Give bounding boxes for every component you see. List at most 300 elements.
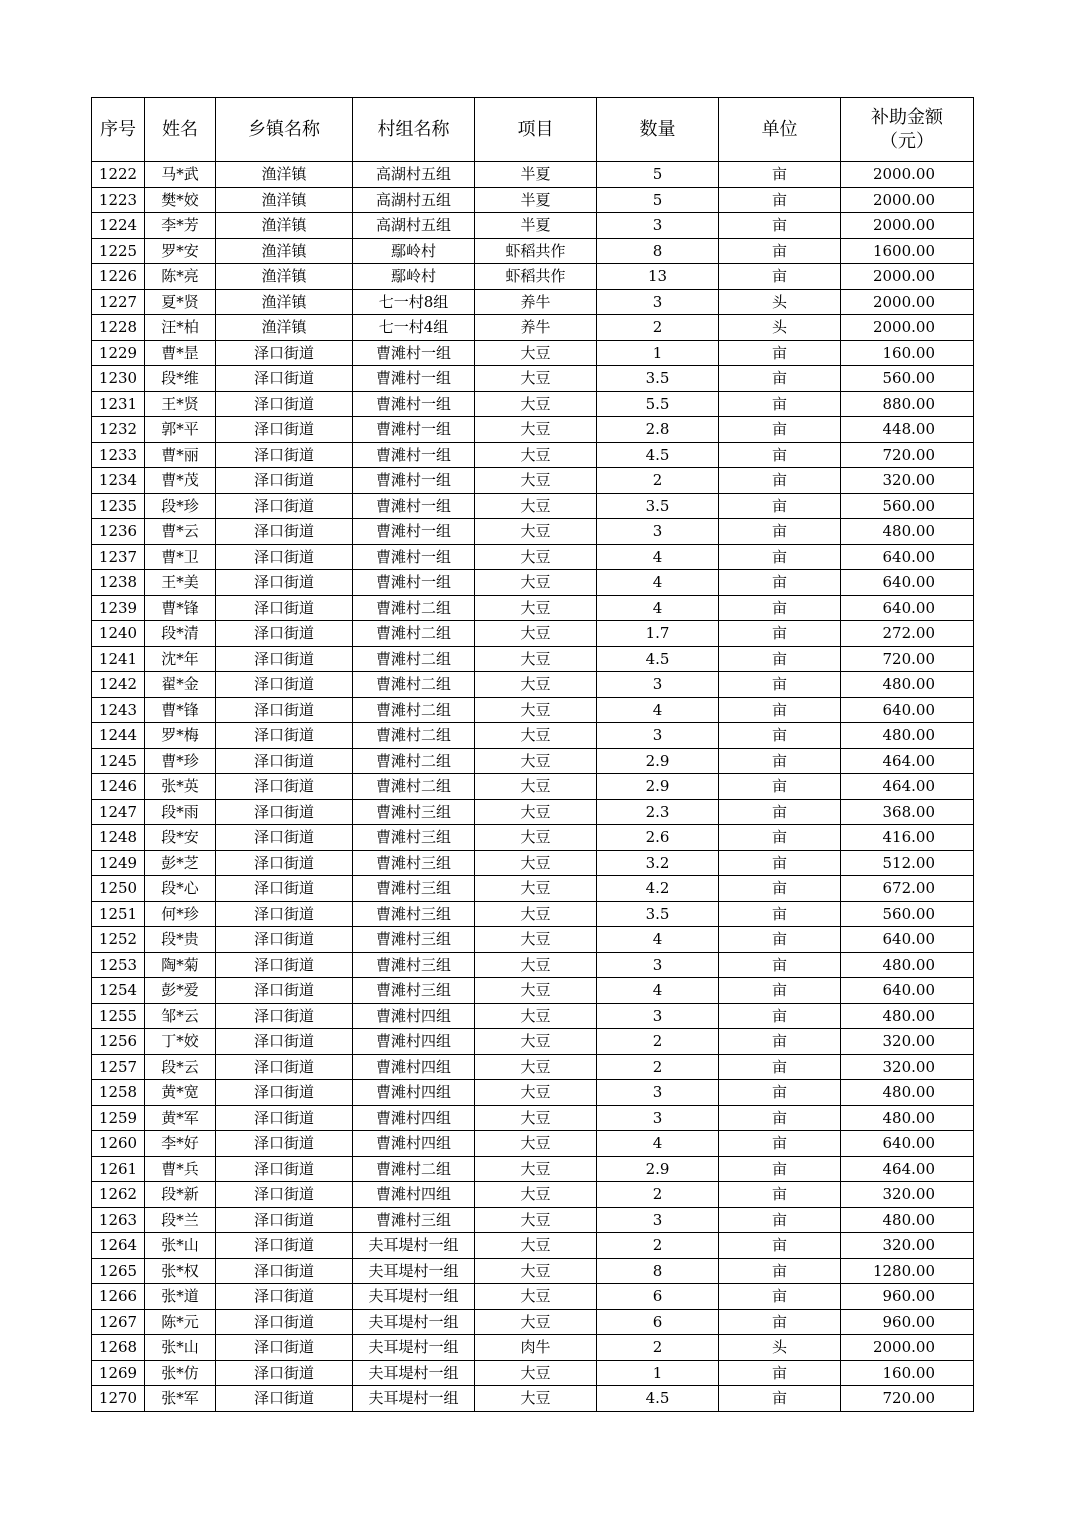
table-row	[92, 519, 974, 545]
cell-serial: 1247	[92, 799, 145, 825]
cell-quantity: 4	[597, 544, 719, 570]
table-body	[92, 162, 974, 1412]
table-row	[92, 264, 974, 290]
cell-village: 高湖村五组	[353, 162, 475, 188]
table-row	[92, 1207, 974, 1233]
cell-unit: 亩	[719, 162, 841, 188]
header-quantity: 数量	[597, 98, 719, 162]
cell-amount: 2000.00	[841, 264, 974, 290]
cell-name: 曹*锋	[145, 595, 216, 621]
cell-name: 张*山	[145, 1335, 216, 1361]
table-row	[92, 544, 974, 570]
cell-unit: 亩	[719, 544, 841, 570]
cell-project: 大豆	[475, 1054, 597, 1080]
cell-project: 大豆	[475, 672, 597, 698]
cell-name: 翟*金	[145, 672, 216, 698]
cell-serial: 1251	[92, 901, 145, 927]
cell-village: 高湖村五组	[353, 213, 475, 239]
cell-town: 渔洋镇	[216, 289, 353, 315]
cell-village: 曹滩村二组	[353, 723, 475, 749]
cell-name: 曹*丽	[145, 442, 216, 468]
table-row	[92, 417, 974, 443]
cell-village: 鄢岭村	[353, 264, 475, 290]
cell-unit: 亩	[719, 723, 841, 749]
cell-name: 罗*梅	[145, 723, 216, 749]
cell-quantity: 3	[597, 1207, 719, 1233]
cell-unit: 亩	[719, 340, 841, 366]
cell-quantity: 4	[597, 927, 719, 953]
table-header	[92, 98, 974, 162]
cell-project: 虾稻共作	[475, 264, 597, 290]
cell-town: 泽口街道	[216, 519, 353, 545]
table-row	[92, 1080, 974, 1106]
cell-amount: 512.00	[841, 850, 974, 876]
cell-project: 大豆	[475, 493, 597, 519]
cell-amount: 2000.00	[841, 289, 974, 315]
cell-project: 大豆	[475, 1003, 597, 1029]
cell-unit: 亩	[719, 1386, 841, 1412]
cell-unit: 亩	[719, 366, 841, 392]
cell-village: 曹滩村四组	[353, 1003, 475, 1029]
table-row	[92, 774, 974, 800]
cell-village: 曹滩村四组	[353, 1105, 475, 1131]
cell-amount: 640.00	[841, 570, 974, 596]
cell-quantity: 4	[597, 978, 719, 1004]
cell-town: 泽口街道	[216, 672, 353, 698]
cell-village: 曹滩村四组	[353, 1080, 475, 1106]
cell-name: 彭*爱	[145, 978, 216, 1004]
cell-village: 曹滩村二组	[353, 595, 475, 621]
cell-quantity: 2	[597, 1335, 719, 1361]
cell-unit: 亩	[719, 595, 841, 621]
cell-serial: 1257	[92, 1054, 145, 1080]
cell-unit: 亩	[719, 1309, 841, 1335]
cell-village: 曹滩村三组	[353, 825, 475, 851]
cell-project: 大豆	[475, 825, 597, 851]
cell-name: 曹*兵	[145, 1156, 216, 1182]
cell-unit: 头	[719, 289, 841, 315]
cell-serial: 1235	[92, 493, 145, 519]
cell-village: 曹滩村三组	[353, 850, 475, 876]
header-row	[92, 98, 974, 162]
cell-amount: 320.00	[841, 1029, 974, 1055]
cell-quantity: 4	[597, 697, 719, 723]
cell-quantity: 3	[597, 723, 719, 749]
cell-name: 樊*姣	[145, 187, 216, 213]
cell-quantity: 5	[597, 187, 719, 213]
cell-serial: 1270	[92, 1386, 145, 1412]
cell-project: 大豆	[475, 468, 597, 494]
cell-name: 张*仿	[145, 1360, 216, 1386]
cell-name: 郭*平	[145, 417, 216, 443]
cell-quantity: 2	[597, 468, 719, 494]
cell-quantity: 6	[597, 1284, 719, 1310]
cell-project: 大豆	[475, 391, 597, 417]
cell-project: 大豆	[475, 544, 597, 570]
cell-name: 邹*云	[145, 1003, 216, 1029]
cell-village: 七一村4组	[353, 315, 475, 341]
cell-unit: 亩	[719, 1080, 841, 1106]
table-row	[92, 340, 974, 366]
cell-town: 泽口街道	[216, 1309, 353, 1335]
cell-town: 泽口街道	[216, 595, 353, 621]
cell-unit: 亩	[719, 774, 841, 800]
table-row	[92, 621, 974, 647]
cell-village: 曹滩村三组	[353, 876, 475, 902]
cell-quantity: 2	[597, 1029, 719, 1055]
table-row	[92, 1131, 974, 1157]
cell-project: 大豆	[475, 1105, 597, 1131]
cell-quantity: 13	[597, 264, 719, 290]
table-row	[92, 238, 974, 264]
cell-town: 泽口街道	[216, 1182, 353, 1208]
cell-serial: 1242	[92, 672, 145, 698]
cell-town: 泽口街道	[216, 442, 353, 468]
cell-unit: 亩	[719, 825, 841, 851]
cell-project: 大豆	[475, 927, 597, 953]
cell-village: 曹滩村二组	[353, 646, 475, 672]
cell-town: 泽口街道	[216, 646, 353, 672]
table-row	[92, 901, 974, 927]
cell-project: 大豆	[475, 646, 597, 672]
cell-serial: 1244	[92, 723, 145, 749]
cell-name: 段*新	[145, 1182, 216, 1208]
cell-project: 半夏	[475, 187, 597, 213]
cell-town: 渔洋镇	[216, 264, 353, 290]
cell-amount: 480.00	[841, 1080, 974, 1106]
cell-quantity: 2	[597, 1054, 719, 1080]
cell-serial: 1236	[92, 519, 145, 545]
cell-quantity: 3	[597, 213, 719, 239]
cell-unit: 亩	[719, 1182, 841, 1208]
cell-serial: 1229	[92, 340, 145, 366]
cell-project: 大豆	[475, 1258, 597, 1284]
cell-project: 大豆	[475, 723, 597, 749]
cell-town: 泽口街道	[216, 952, 353, 978]
cell-town: 泽口街道	[216, 927, 353, 953]
cell-quantity: 2.9	[597, 1156, 719, 1182]
cell-serial: 1237	[92, 544, 145, 570]
table-row	[92, 1284, 974, 1310]
cell-town: 渔洋镇	[216, 213, 353, 239]
cell-village: 曹滩村一组	[353, 468, 475, 494]
table-row	[92, 366, 974, 392]
cell-town: 泽口街道	[216, 697, 353, 723]
cell-serial: 1243	[92, 697, 145, 723]
cell-name: 段*雨	[145, 799, 216, 825]
cell-serial: 1258	[92, 1080, 145, 1106]
cell-town: 泽口街道	[216, 1335, 353, 1361]
cell-amount: 416.00	[841, 825, 974, 851]
table-row	[92, 289, 974, 315]
table-row	[92, 978, 974, 1004]
cell-unit: 亩	[719, 570, 841, 596]
cell-quantity: 2.9	[597, 748, 719, 774]
cell-village: 曹滩村一组	[353, 570, 475, 596]
cell-project: 虾稻共作	[475, 238, 597, 264]
cell-amount: 480.00	[841, 952, 974, 978]
cell-serial: 1261	[92, 1156, 145, 1182]
cell-quantity: 2.3	[597, 799, 719, 825]
cell-quantity: 3.5	[597, 366, 719, 392]
cell-project: 大豆	[475, 876, 597, 902]
cell-serial: 1250	[92, 876, 145, 902]
cell-name: 彭*芝	[145, 850, 216, 876]
cell-quantity: 2	[597, 1182, 719, 1208]
cell-name: 段*云	[145, 1054, 216, 1080]
cell-unit: 亩	[719, 621, 841, 647]
table-row	[92, 825, 974, 851]
cell-amount: 2000.00	[841, 315, 974, 341]
cell-village: 曹滩村一组	[353, 366, 475, 392]
cell-village: 曹滩村三组	[353, 901, 475, 927]
header-unit: 单位	[719, 98, 841, 162]
table-row	[92, 1156, 974, 1182]
cell-name: 何*珍	[145, 901, 216, 927]
cell-quantity: 6	[597, 1309, 719, 1335]
cell-project: 大豆	[475, 774, 597, 800]
cell-town: 泽口街道	[216, 825, 353, 851]
cell-village: 曹滩村四组	[353, 1131, 475, 1157]
cell-town: 泽口街道	[216, 570, 353, 596]
cell-unit: 亩	[719, 672, 841, 698]
table-row	[92, 391, 974, 417]
cell-name: 段*兰	[145, 1207, 216, 1233]
cell-town: 渔洋镇	[216, 187, 353, 213]
cell-unit: 亩	[719, 1284, 841, 1310]
cell-unit: 亩	[719, 1003, 841, 1029]
cell-amount: 1280.00	[841, 1258, 974, 1284]
cell-name: 李*好	[145, 1131, 216, 1157]
cell-serial: 1262	[92, 1182, 145, 1208]
cell-town: 泽口街道	[216, 1360, 353, 1386]
table-row	[92, 1335, 974, 1361]
cell-village: 曹滩村一组	[353, 417, 475, 443]
table-row	[92, 646, 974, 672]
cell-amount: 464.00	[841, 774, 974, 800]
cell-amount: 480.00	[841, 1207, 974, 1233]
cell-amount: 640.00	[841, 927, 974, 953]
cell-town: 泽口街道	[216, 544, 353, 570]
header-serial: 序号	[92, 98, 145, 162]
cell-town: 渔洋镇	[216, 162, 353, 188]
cell-unit: 亩	[719, 391, 841, 417]
cell-village: 曹滩村三组	[353, 927, 475, 953]
cell-unit: 亩	[719, 850, 841, 876]
cell-name: 段*清	[145, 621, 216, 647]
cell-name: 曹*珍	[145, 748, 216, 774]
cell-name: 段*安	[145, 825, 216, 851]
cell-name: 曹*卫	[145, 544, 216, 570]
cell-village: 高湖村五组	[353, 187, 475, 213]
cell-unit: 亩	[719, 1054, 841, 1080]
cell-serial: 1228	[92, 315, 145, 341]
cell-unit: 亩	[719, 952, 841, 978]
cell-village: 曹滩村一组	[353, 442, 475, 468]
cell-quantity: 5.5	[597, 391, 719, 417]
cell-quantity: 3	[597, 519, 719, 545]
cell-amount: 2000.00	[841, 1335, 974, 1361]
cell-town: 泽口街道	[216, 1284, 353, 1310]
cell-serial: 1253	[92, 952, 145, 978]
cell-town: 泽口街道	[216, 621, 353, 647]
cell-village: 夫耳堤村一组	[353, 1233, 475, 1259]
cell-village: 曹滩村二组	[353, 697, 475, 723]
cell-serial: 1245	[92, 748, 145, 774]
cell-unit: 亩	[719, 417, 841, 443]
cell-unit: 亩	[719, 1131, 841, 1157]
cell-amount: 640.00	[841, 1131, 974, 1157]
cell-unit: 亩	[719, 1207, 841, 1233]
cell-project: 大豆	[475, 1386, 597, 1412]
table-row	[92, 1386, 974, 1412]
cell-quantity: 3	[597, 289, 719, 315]
cell-quantity: 8	[597, 1258, 719, 1284]
table-row	[92, 1054, 974, 1080]
cell-town: 渔洋镇	[216, 238, 353, 264]
cell-quantity: 4.5	[597, 1386, 719, 1412]
cell-serial: 1222	[92, 162, 145, 188]
cell-serial: 1249	[92, 850, 145, 876]
subsidy-table	[91, 97, 974, 1412]
cell-amount: 320.00	[841, 1233, 974, 1259]
cell-serial: 1265	[92, 1258, 145, 1284]
cell-unit: 亩	[719, 1105, 841, 1131]
cell-serial: 1264	[92, 1233, 145, 1259]
table-row	[92, 1003, 974, 1029]
cell-name: 段*贵	[145, 927, 216, 953]
cell-village: 曹滩村一组	[353, 544, 475, 570]
cell-town: 泽口街道	[216, 1105, 353, 1131]
cell-quantity: 1.7	[597, 621, 719, 647]
cell-unit: 亩	[719, 1258, 841, 1284]
cell-town: 泽口街道	[216, 1156, 353, 1182]
cell-town: 泽口街道	[216, 366, 353, 392]
cell-amount: 480.00	[841, 1003, 974, 1029]
table-row	[92, 213, 974, 239]
cell-village: 曹滩村四组	[353, 1054, 475, 1080]
cell-amount: 480.00	[841, 672, 974, 698]
cell-quantity: 4	[597, 570, 719, 596]
cell-town: 泽口街道	[216, 1233, 353, 1259]
cell-town: 泽口街道	[216, 799, 353, 825]
cell-amount: 320.00	[841, 1054, 974, 1080]
cell-amount: 480.00	[841, 519, 974, 545]
cell-name: 丁*姣	[145, 1029, 216, 1055]
table-row	[92, 697, 974, 723]
cell-village: 曹滩村三组	[353, 1207, 475, 1233]
cell-project: 大豆	[475, 901, 597, 927]
cell-unit: 亩	[719, 264, 841, 290]
cell-serial: 1223	[92, 187, 145, 213]
cell-town: 泽口街道	[216, 1029, 353, 1055]
cell-serial: 1227	[92, 289, 145, 315]
cell-name: 段*珍	[145, 493, 216, 519]
cell-amount: 672.00	[841, 876, 974, 902]
cell-name: 段*心	[145, 876, 216, 902]
cell-unit: 亩	[719, 519, 841, 545]
cell-serial: 1240	[92, 621, 145, 647]
cell-village: 曹滩村四组	[353, 1029, 475, 1055]
cell-town: 泽口街道	[216, 1258, 353, 1284]
cell-village: 夫耳堤村一组	[353, 1284, 475, 1310]
cell-town: 泽口街道	[216, 978, 353, 1004]
cell-town: 泽口街道	[216, 417, 353, 443]
cell-project: 大豆	[475, 1309, 597, 1335]
cell-unit: 亩	[719, 238, 841, 264]
cell-quantity: 3	[597, 952, 719, 978]
cell-quantity: 2.8	[597, 417, 719, 443]
cell-serial: 1234	[92, 468, 145, 494]
cell-serial: 1230	[92, 366, 145, 392]
cell-town: 泽口街道	[216, 748, 353, 774]
cell-village: 夫耳堤村一组	[353, 1335, 475, 1361]
cell-amount: 464.00	[841, 748, 974, 774]
cell-project: 大豆	[475, 1182, 597, 1208]
cell-amount: 480.00	[841, 723, 974, 749]
cell-unit: 亩	[719, 799, 841, 825]
cell-unit: 亩	[719, 213, 841, 239]
cell-amount: 160.00	[841, 340, 974, 366]
cell-amount: 2000.00	[841, 162, 974, 188]
cell-quantity: 3.5	[597, 493, 719, 519]
cell-project: 大豆	[475, 442, 597, 468]
cell-project: 肉牛	[475, 1335, 597, 1361]
cell-town: 泽口街道	[216, 1207, 353, 1233]
cell-project: 半夏	[475, 213, 597, 239]
cell-project: 大豆	[475, 519, 597, 545]
cell-amount: 368.00	[841, 799, 974, 825]
cell-amount: 2000.00	[841, 187, 974, 213]
cell-serial: 1256	[92, 1029, 145, 1055]
cell-unit: 亩	[719, 1360, 841, 1386]
table-row	[92, 1233, 974, 1259]
cell-serial: 1269	[92, 1360, 145, 1386]
cell-name: 黄*军	[145, 1105, 216, 1131]
cell-amount: 560.00	[841, 493, 974, 519]
cell-village: 夫耳堤村一组	[353, 1309, 475, 1335]
header-town: 乡镇名称	[216, 98, 353, 162]
cell-quantity: 8	[597, 238, 719, 264]
table-row	[92, 595, 974, 621]
cell-village: 曹滩村一组	[353, 519, 475, 545]
table-row	[92, 570, 974, 596]
cell-project: 大豆	[475, 340, 597, 366]
cell-town: 泽口街道	[216, 723, 353, 749]
cell-name: 段*维	[145, 366, 216, 392]
cell-amount: 640.00	[841, 697, 974, 723]
cell-unit: 亩	[719, 646, 841, 672]
cell-unit: 亩	[719, 876, 841, 902]
cell-quantity: 3	[597, 1105, 719, 1131]
table-row	[92, 1309, 974, 1335]
cell-project: 大豆	[475, 850, 597, 876]
cell-project: 大豆	[475, 1360, 597, 1386]
cell-quantity: 1	[597, 340, 719, 366]
cell-unit: 亩	[719, 978, 841, 1004]
cell-name: 夏*贤	[145, 289, 216, 315]
cell-serial: 1231	[92, 391, 145, 417]
cell-project: 大豆	[475, 1131, 597, 1157]
table-row	[92, 1105, 974, 1131]
cell-village: 曹滩村二组	[353, 621, 475, 647]
cell-serial: 1266	[92, 1284, 145, 1310]
cell-town: 泽口街道	[216, 468, 353, 494]
header-project: 项目	[475, 98, 597, 162]
cell-amount: 960.00	[841, 1284, 974, 1310]
cell-name: 罗*安	[145, 238, 216, 264]
cell-town: 泽口街道	[216, 850, 353, 876]
